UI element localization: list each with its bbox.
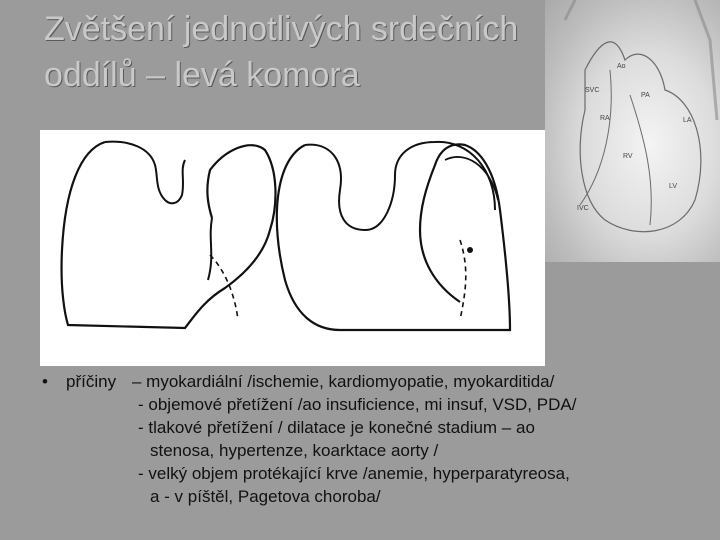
label-pa: PA xyxy=(641,92,650,99)
lung-diagram xyxy=(40,130,545,366)
causes-label: příčiny xyxy=(66,372,117,391)
label-la: LA xyxy=(683,117,692,124)
cause-high-flow: - velký objem protékající krve /anemie, hyperparatyreosa, xyxy=(138,464,570,483)
cause-pressure-overload: - tlakové přetížení / dilatace je konečné stadium – ao xyxy=(138,418,535,437)
label-lv: LV xyxy=(669,183,678,190)
slide-title xyxy=(44,6,604,98)
causes-list xyxy=(42,370,702,508)
title-line-2: oddílů – levá komora xyxy=(44,56,360,94)
label-ivc: IVC xyxy=(577,205,589,212)
cause-myocardial: – myokardiální /ischemie, kardiomyopatie, myokarditida/ xyxy=(132,372,555,391)
lung-outline-drawing xyxy=(40,130,545,366)
cause-high-flow-cont: a - v píštěl, Pagetova choroba/ xyxy=(150,487,381,506)
label-svc: SVC xyxy=(585,87,600,94)
cause-pressure-overload-cont: stenosa, hypertenze, koarktace aorty / xyxy=(150,441,439,460)
label-rv: RV xyxy=(623,153,633,160)
causes-first-line xyxy=(42,370,702,393)
label-ra: RA xyxy=(600,115,610,122)
title-line-1: Zvětšení jednotlivých srdečních xyxy=(44,10,519,48)
cause-volume-overload: - objemové přetížení /ao insuficience, mi insuf, VSD, PDA/ xyxy=(138,395,577,414)
label-ao: Ao xyxy=(617,63,626,70)
bullet-marker: • xyxy=(42,372,48,391)
